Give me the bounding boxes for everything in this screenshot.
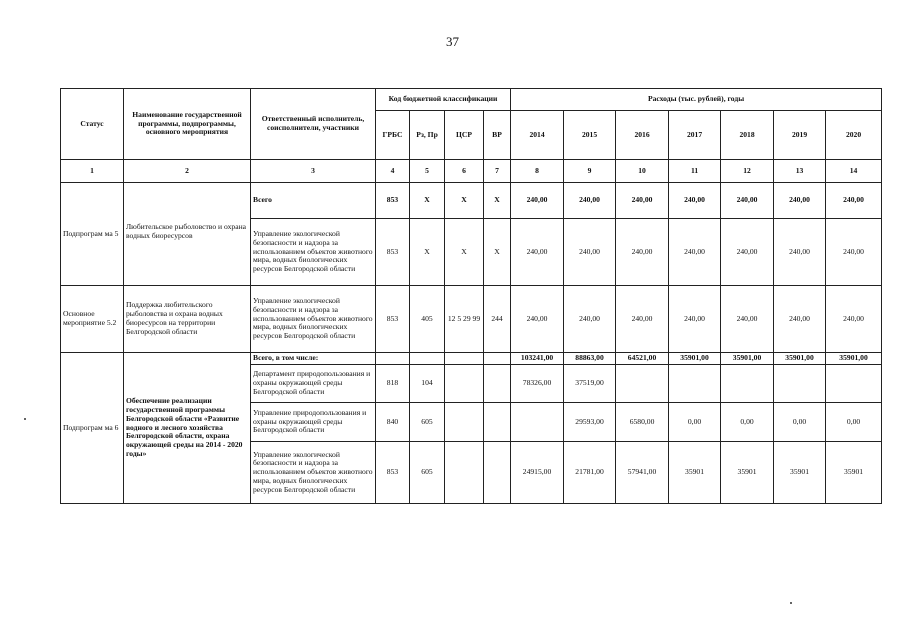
cell-value: 240,00 [616,183,669,219]
cell-vr: Х [484,183,511,219]
header-expenses-group: Расходы (тыс. рублей), годы [511,89,882,111]
cell-value: 57941,00 [616,442,669,504]
cell-csr [445,365,484,403]
cell-value: 240,00 [616,286,669,353]
cell-grbs: 818 [376,365,410,403]
cell-value: 240,00 [564,219,616,286]
cell-vr: 244 [484,286,511,353]
cell-value: 35901 [774,442,826,504]
cell-value [774,365,826,403]
column-number: 14 [826,160,882,183]
budget-table [60,88,882,504]
cell-value: 240,00 [511,219,564,286]
cell-value [721,365,774,403]
header-grbs: ГРБС [376,111,410,160]
header-year: 2018 [721,111,774,160]
cell-vr [484,365,511,403]
cell-value: 240,00 [511,183,564,219]
column-number: 13 [774,160,826,183]
cell-grbs: 840 [376,403,410,442]
cell-csr [445,353,484,365]
cell-vr [484,353,511,365]
column-number-row [61,160,882,183]
row-executor: Управление экологической безопасности и надзора за использованием объектов животного мира, водных биологических ресурсов Белгородской области [251,286,376,353]
column-number: 12 [721,160,774,183]
cell-rzpr: Х [410,183,445,219]
cell-value: 240,00 [511,286,564,353]
table-row [61,183,882,219]
cell-value [669,365,721,403]
cell-csr [445,403,484,442]
cell-value: 35901 [826,442,882,504]
cell-rzpr [410,353,445,365]
row-executor: Всего [251,183,376,219]
cell-value: 0,00 [669,403,721,442]
cell-value: 0,00 [774,403,826,442]
cell-csr: Х [445,219,484,286]
column-number: 7 [484,160,511,183]
cell-value: 29593,00 [564,403,616,442]
cell-grbs: 853 [376,442,410,504]
row-executor: Управление экологической безопасности и надзора за использованием объектов животного мира, водных биологических ресурсов Белгородской области [251,442,376,504]
column-number: 11 [669,160,721,183]
table-row [61,353,882,365]
header-code-group: Код бюджетной классификации [376,89,511,111]
header-year: 2015 [564,111,616,160]
row-name: Поддержка любительского рыболовства и охрана водных биоресурсов на территории Белгородской области [124,286,251,353]
cell-rzpr: 605 [410,403,445,442]
column-number: 5 [410,160,445,183]
cell-value [616,365,669,403]
column-number: 8 [511,160,564,183]
cell-grbs: 853 [376,183,410,219]
cell-value: 240,00 [721,183,774,219]
cell-csr [445,442,484,504]
scan-speck [24,418,26,420]
header-year: 2020 [826,111,882,160]
column-number: 4 [376,160,410,183]
cell-value: 35901 [669,442,721,504]
cell-value: 240,00 [826,183,882,219]
cell-value: 240,00 [616,219,669,286]
cell-value: 240,00 [721,286,774,353]
column-number: 10 [616,160,669,183]
row-executor: Департамент природопользования и охраны окружающей среды Белгородской области [251,365,376,403]
cell-value: 0,00 [721,403,774,442]
column-number: 9 [564,160,616,183]
scan-speck [790,602,792,604]
cell-vr [484,442,511,504]
cell-value: 35901,00 [774,353,826,365]
row-executor: Управление природопользования и охраны окружающей среды Белгородской области [251,403,376,442]
header-name: Наименование государственной программы, подпрограммы, основного мероприятия [124,89,251,160]
column-number: 2 [124,160,251,183]
row-status: Основное мероприятие 5.2 [61,286,124,353]
header-year: 2016 [616,111,669,160]
cell-rzpr: Х [410,219,445,286]
header-vr: ВР [484,111,511,160]
header-executor: Ответственный исполнитель, соисполнители, участники [251,89,376,160]
cell-value: 35901 [721,442,774,504]
cell-value: 103241,00 [511,353,564,365]
cell-value: 24915,00 [511,442,564,504]
cell-value: 0,00 [826,403,882,442]
cell-value: 240,00 [721,219,774,286]
column-number: 3 [251,160,376,183]
cell-csr: 12 5 29 99 [445,286,484,353]
cell-value [826,365,882,403]
cell-value: 240,00 [669,219,721,286]
header-csr: ЦСР [445,111,484,160]
header-rzpr: Рз, Пр [410,111,445,160]
cell-value: 35901,00 [669,353,721,365]
cell-csr: Х [445,183,484,219]
cell-rzpr: 104 [410,365,445,403]
cell-value: 78326,00 [511,365,564,403]
page-number: 37 [446,34,459,49]
cell-value: 240,00 [564,286,616,353]
cell-value [511,403,564,442]
cell-value: 240,00 [774,286,826,353]
row-executor: Управление экологической безопасности и надзора за использованием объектов животного мира, водных биологических ресурсов Белгородской области [251,219,376,286]
cell-value: 21781,00 [564,442,616,504]
cell-rzpr: 405 [410,286,445,353]
row-executor: Всего, в том числе: [251,353,376,365]
cell-grbs [376,353,410,365]
row-status: Подпрограм ма 5 [61,183,124,286]
cell-value: 6580,00 [616,403,669,442]
cell-value: 240,00 [564,183,616,219]
cell-value: 240,00 [826,219,882,286]
row-name: Любительское рыболовство и охрана водных биоресурсов [124,183,251,286]
cell-value: 35901,00 [826,353,882,365]
cell-vr [484,403,511,442]
cell-vr: Х [484,219,511,286]
cell-value: 240,00 [774,219,826,286]
header-status: Статус [61,89,124,160]
cell-value: 240,00 [826,286,882,353]
header-row-1 [61,89,882,111]
row-name: Обеспечение реализации государственной программы Белгородской области «Развитие водного и лесного хозяйства Белгородской области, охрана окружающей среды на 2014 - 2020 годы» [124,353,251,504]
cell-value: 88863,00 [564,353,616,365]
cell-grbs: 853 [376,286,410,353]
row-status: Подпрограм ма 6 [61,353,124,504]
header-year: 2014 [511,111,564,160]
cell-value: 240,00 [774,183,826,219]
column-number: 1 [61,160,124,183]
cell-value: 64521,00 [616,353,669,365]
cell-grbs: 853 [376,219,410,286]
column-number: 6 [445,160,484,183]
cell-value: 240,00 [669,286,721,353]
cell-rzpr: 605 [410,442,445,504]
cell-value: 35901,00 [721,353,774,365]
cell-value: 37519,00 [564,365,616,403]
table-row [61,286,882,353]
header-year: 2017 [669,111,721,160]
cell-value: 240,00 [669,183,721,219]
header-year: 2019 [774,111,826,160]
